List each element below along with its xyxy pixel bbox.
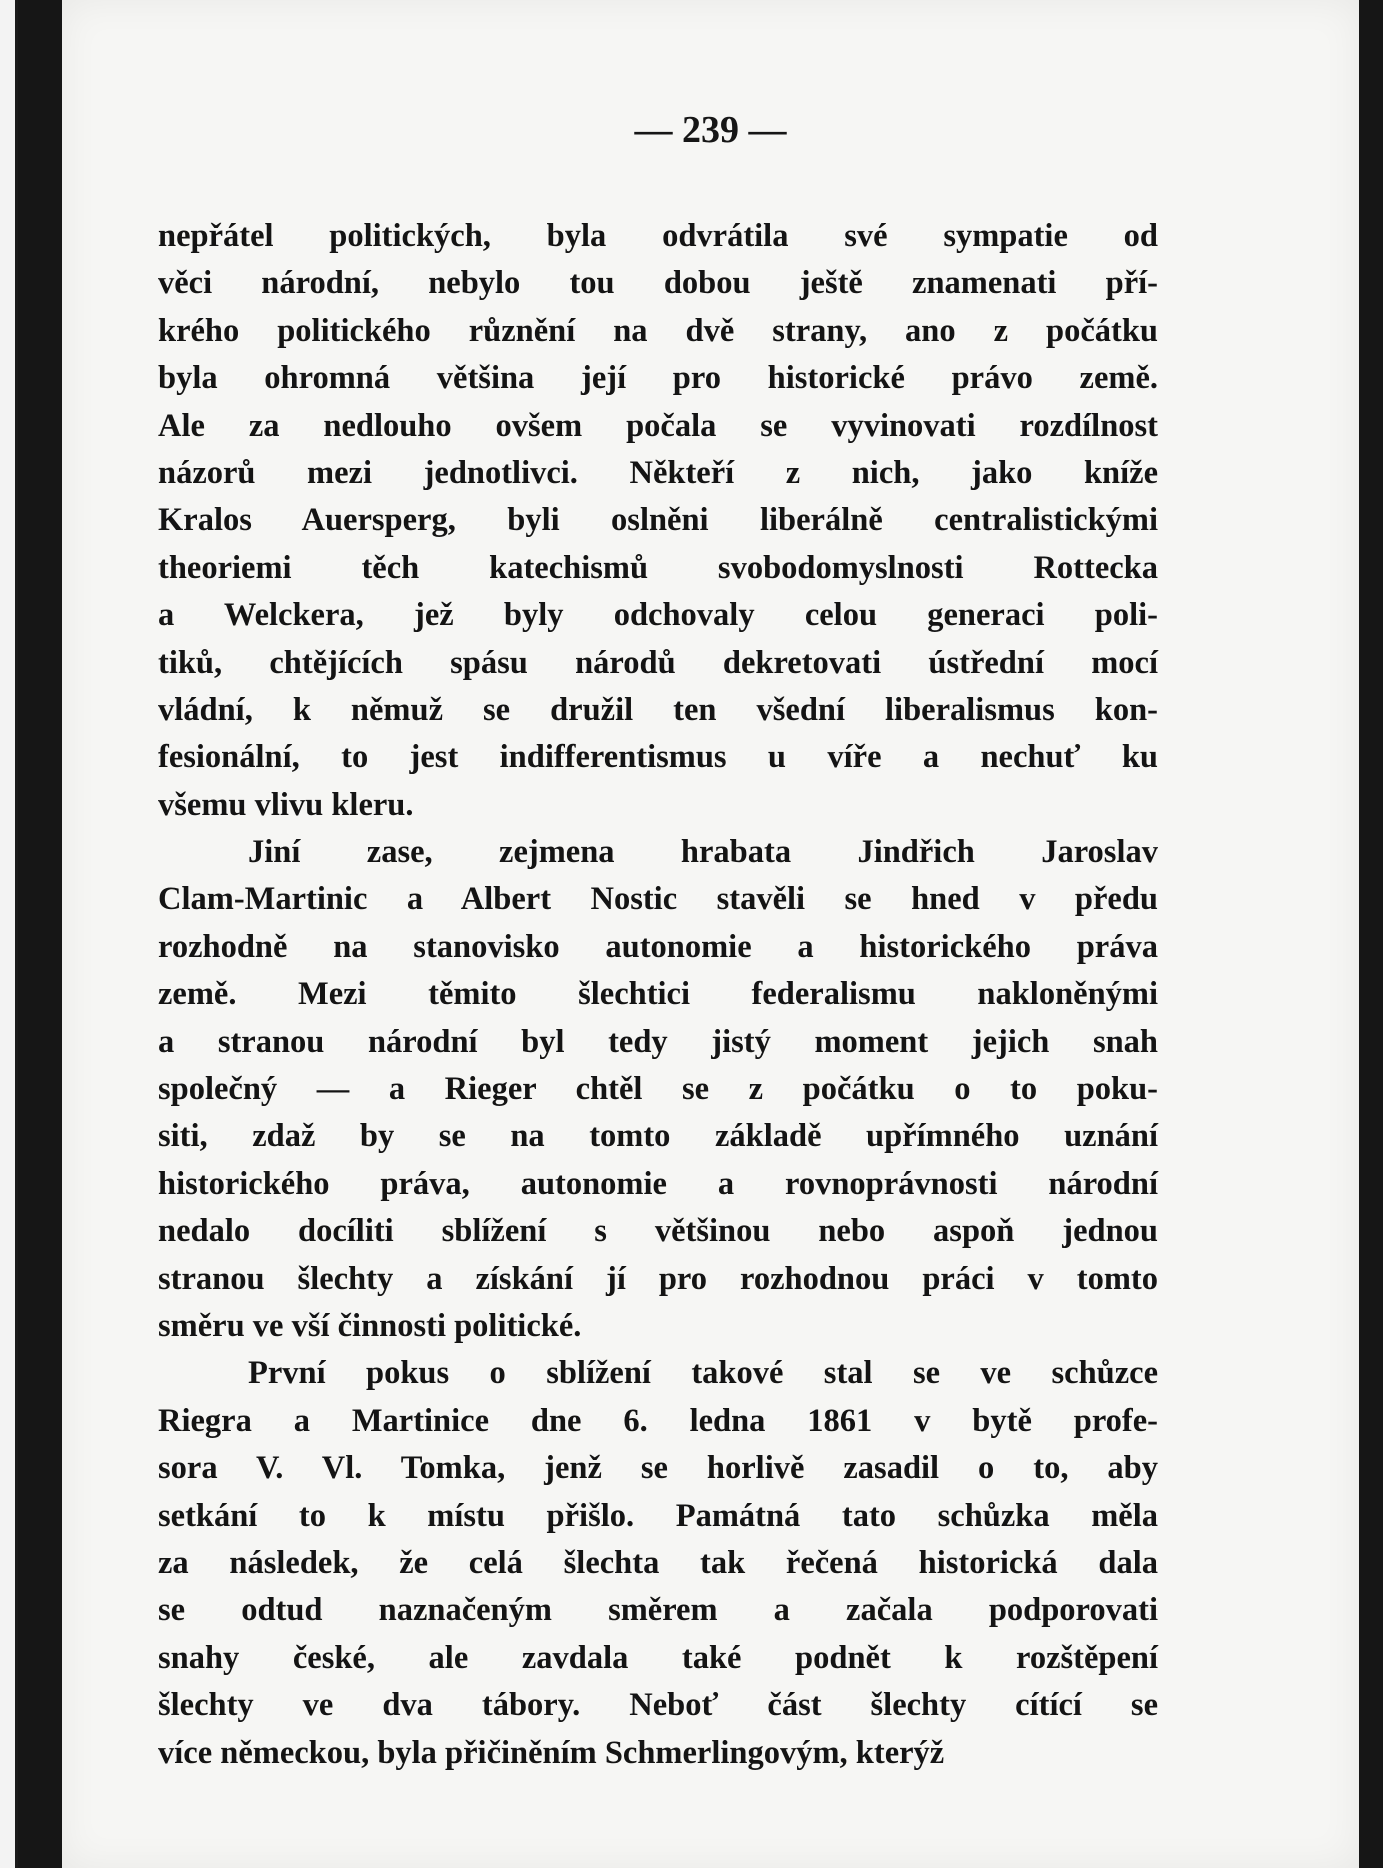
book-page (62, 0, 1359, 1868)
text-line: nepřátel politických, byla odvrátila své sympatie od (158, 218, 1158, 254)
text-line: Riegra a Martinice dne 6. ledna 1861 v bytě profe- (158, 1402, 1158, 1439)
text-line: krého politického různění na dvě strany, ano z počátku (158, 312, 1158, 349)
text-line: fesionální, to jest indifferentismus u víře a nechuť ku (158, 739, 1158, 776)
text-line: Ale za nedlouho ovšem počala se vyvinovati rozdílnost (158, 407, 1158, 444)
text-line: země. Mezi těmito šlechtici federalismu nakloněnými (158, 976, 1158, 1013)
text-line: Kralos Auersperg, byli oslněni liberálně centralistickými (158, 502, 1158, 539)
text-line: sora V. Vl. Tomka, jenž se horlivě zasadil o to, aby (158, 1450, 1158, 1487)
text-line: snahy české, ale zavdala také podnět k rozštěpení (158, 1639, 1158, 1676)
page-number: — 239 — (634, 109, 787, 151)
text-line: a Welckera, jež byly odchovaly celou generaci poli- (158, 597, 1158, 634)
text-line: směru ve vší činnosti politické. (158, 1307, 582, 1344)
text-line: rozhodně na stanovisko autonomie a historického práva (158, 928, 1158, 965)
text-line: názorů mezi jednotlivci. Někteří z nich, jako kníže (158, 454, 1158, 491)
text-line: setkání to k místu přišlo. Památná tato schůzka měla (158, 1497, 1158, 1534)
text-line: vládní, k němuž se družil ten všední liberalismus kon- (158, 691, 1158, 728)
text-line: Clam-Martinic a Albert Nostic stavěli se hned v předu (158, 881, 1158, 918)
text-line: První pokus o sblížení takové stal se ve schůzce (248, 1355, 1158, 1392)
text-line: historického práva, autonomie a rovnoprávnosti národní (158, 1165, 1158, 1202)
text-line: Jiní zase, zejmena hrabata Jindřich Jaroslav (248, 834, 1158, 871)
text-line: theoriemi těch katechismů svobodomyslnosti Rottecka (158, 549, 1158, 586)
text-line: tiků, chtějících spásu národů dekretovati ústřední mocí (158, 644, 1158, 681)
adjacent-page-edge (0, 0, 18, 1868)
text-line: více německou, byla přičiněním Schmerlingovým, kterýž (158, 1734, 945, 1771)
body-text (158, 213, 1158, 1777)
text-line: siti, zdaž by se na tomto základě upřímného uznání (158, 1118, 1158, 1155)
text-line: a stranou národní byl tedy jistý moment jejich snah (158, 1023, 1158, 1060)
text-line: věci národní, nebylo tou dobou ještě znamenati pří- (158, 265, 1158, 302)
text-line: byla ohromná většina její pro historické právo země. (158, 360, 1158, 397)
text-line: společný — a Rieger chtěl se z počátku o to poku- (158, 1071, 1158, 1108)
text-line: šlechty ve dva tábory. Neboť část šlechty cítící se (158, 1687, 1158, 1724)
text-line: stranou šlechty a získání jí pro rozhodnou práci v tomto (158, 1260, 1158, 1297)
text-line: všemu vlivu kleru. (158, 786, 414, 823)
text-line: za následek, že celá šlechta tak řečená historická dala (158, 1544, 1158, 1581)
text-line: se odtud naznačeným směrem a začala podporovati (158, 1592, 1158, 1629)
text-line: nedalo docíliti sblížení s většinou nebo aspoň jednou (158, 1213, 1158, 1250)
